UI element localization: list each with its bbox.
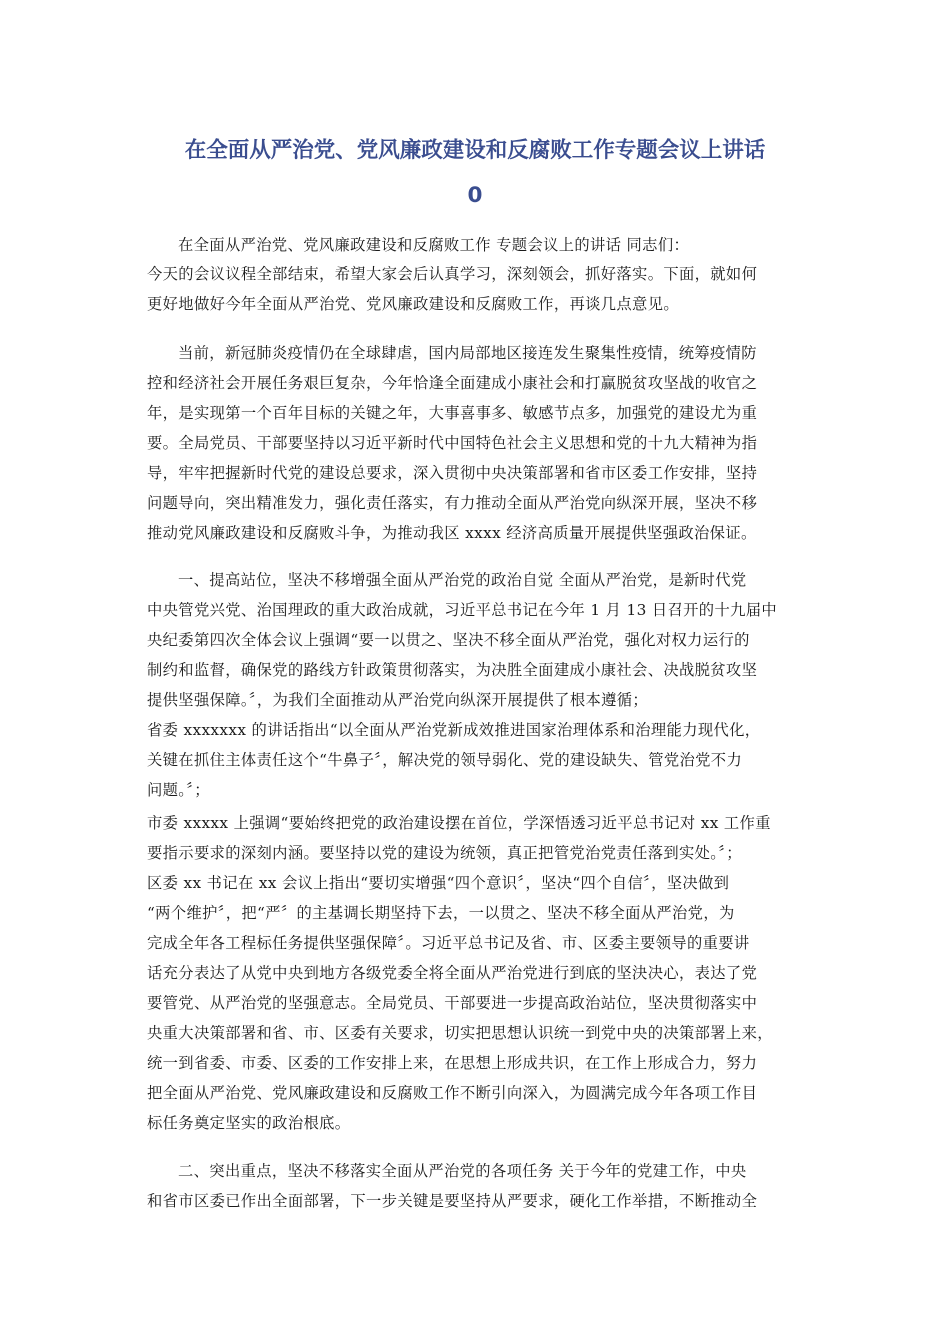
text-line: 更好地做好今年全面从严治党、党风廉政建设和反腐败工作，再谈几点意见。: [147, 295, 679, 313]
text-line: 一、提高站位，坚决不移增强全面从严治党的政治自觉 全面从严治党，是新时代党: [178, 571, 747, 589]
text-line: “两个维护〞，把“严〞的主基调长期坚持下去，一以贯之、坚决不移全面从严治党，为: [147, 904, 735, 922]
text-line: 完成全年各工程标任务提供坚强保障〞。习近平总书记及省、市、区委主要领导的重要讲: [147, 934, 750, 952]
text-line: 区委 xx 书记在 xx 会议上指出“要切实增强“四个意识〞，坚决“四个自信〞，坚决做到: [147, 874, 730, 892]
text-line: 制约和监督，确保党的路线方针政策贯彻落实，为决胜全面建成小康社会、决战脱贫攻坚: [147, 661, 758, 679]
text-line: 导，牢牢把握新时代党的建设总要求，深入贯彻中央决策部署和省市区委工作安排，坚持: [147, 464, 758, 482]
text-line: 年，是实现第一个百年目标的关键之年，大事喜事多、敏感节点多，加强党的建设尤为重: [147, 404, 758, 422]
text-line: 关键在抓住主体责任这个“牛鼻子〞，解决党的领导弱化、党的建设缺失、管党治党不力: [147, 751, 743, 769]
text-line: 问题。〞；: [147, 781, 210, 799]
text-line: 标任务奠定坚实的政治根底。: [147, 1114, 351, 1132]
text-line: 话充分表达了从党中央到地方各级党委全将全面从严治党进行到底的坚決决心，表达了党: [147, 964, 758, 982]
text-line: 省委 xxxxxxx 的讲话指出“以全面从严治党新成效推进国家治理体系和治理能力现代化，: [147, 721, 761, 739]
text-line: 要指示要求的深刻内涵。要坚持以党的建设为统领，真正把管党治党责任落到实处。〞；: [147, 844, 742, 862]
text-line: 今天的会议议程全部结束，希望大家会后认真学习，深刻领会，抓好落实。下面，就如何: [147, 265, 758, 283]
text-line: 推动党风廉政建设和反腐败斗争，为推动我区 xxxx 经济高质量开展提供坚强政治保证。: [147, 524, 757, 542]
document-title-suffix: 0: [467, 183, 483, 208]
text-line: 市委 xxxxx 上强调“要始终把党的政治建设摆在首位，学深悟透习近平总书记对 xx 工作重: [147, 814, 771, 832]
text-line: 提供坚强保障。〞，为我们全面推动从严治党向纵深开展提供了根本遵循；: [147, 691, 649, 709]
text-line: 要。全局党员、干部要坚持以习近平新时代中国特色社会主义思想和党的十九大精神为指: [147, 434, 758, 452]
document-title: 在全面从严治党、党风廉政建设和反腐败工作专题会议上讲话: [184, 138, 766, 163]
text-line: 当前，新冠肺炎疫情仍在全球肆虐，国内局部地区接连发生聚集性疫情，统筹疫情防: [178, 344, 757, 362]
text-line: 要管党、从严治党的坚强意志。全局党员、干部要进一步提高政治站位，坚决贯彻落实中: [147, 994, 758, 1012]
text-line: 央重大决策部署和省、市、区委有关要求，切实把思想认识统一到党中央的决策部署上来，: [147, 1024, 773, 1042]
text-line: 控和经济社会开展任务艰巨复杂，今年恰逢全面建成小康社会和打赢脱贫攻坚战的收官之: [147, 374, 758, 392]
text-line: 二、突出重点，坚决不移落实全面从严治党的各项任务 关于今年的党建工作，中央: [178, 1162, 747, 1180]
text-line: 中央管党兴党、治国理政的重大政治成就，习近平总书记在今年 1 月 13 日召开的十九届中: [147, 601, 778, 619]
text-line: 和省市区委已作出全面部署，下一步关键是要坚持从严要求，硬化工作举措，不断推动全: [147, 1192, 758, 1210]
text-line: 问题导向，突出精准发力，强化责任落实，有力推动全面从严治党向纵深开展，坚决不移: [147, 494, 758, 512]
text-line: 把全面从严治党、党风廉政建设和反腐败工作不断引向深入，为圆满完成今年各项工作目: [147, 1084, 758, 1102]
text-line: 央纪委第四次全体会议上强调“要一以贯之、坚决不移全面从严治党，强化对权力运行的: [147, 631, 750, 649]
text-line: 统一到省委、市委、区委的工作安排上来，在思想上形成共识，在工作上形成合力，努力: [147, 1054, 758, 1072]
text-line: 在全面从严治党、党风廉政建设和反腐败工作 专题会议上的讲话 同志们：: [178, 236, 690, 254]
